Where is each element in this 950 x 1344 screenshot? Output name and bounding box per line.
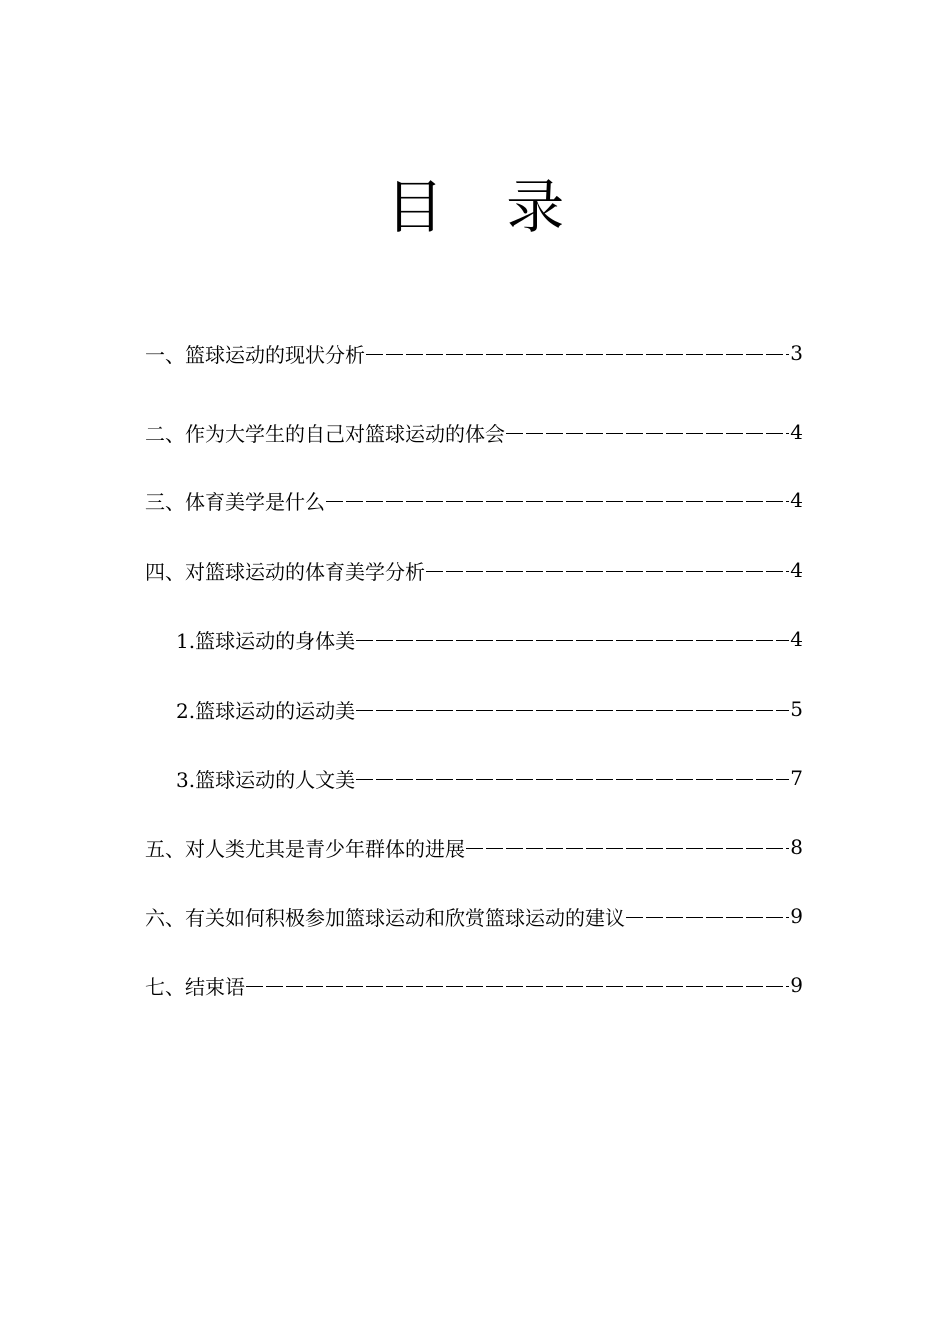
- toc-page-number: 5: [790, 697, 803, 721]
- toc-leader-line: [356, 710, 789, 711]
- toc-entry-text: 二、作为大学生的自己对篮球运动的体会: [145, 421, 505, 446]
- toc-entry-text: 四、对篮球运动的体育美学分析: [145, 559, 425, 584]
- toc-leader-line: [326, 501, 789, 502]
- toc-entry-text: 五、对人类尤其是青少年群体的进展: [145, 836, 465, 861]
- toc-entry-text: 三、体育美学是什么: [145, 489, 325, 514]
- toc-entry-2[interactable]: [145, 415, 803, 449]
- toc-entry-text: 2.篮球运动的运动美: [176, 698, 356, 723]
- toc-page-number: 8: [790, 835, 803, 859]
- toc-leader-line: [356, 640, 789, 641]
- toc-entry-7[interactable]: [145, 968, 803, 1002]
- toc-entry-1[interactable]: [145, 336, 803, 370]
- toc-entry-text: 七、结束语: [145, 974, 245, 999]
- toc-leader-line: [366, 354, 789, 355]
- toc-page-number: 3: [790, 341, 803, 365]
- toc-entry-text: 一、篮球运动的现状分析: [145, 342, 365, 367]
- toc-subentry-2[interactable]: [176, 692, 803, 726]
- page-title: 目 录: [385, 172, 587, 241]
- toc-subentry-3[interactable]: [176, 761, 803, 795]
- toc-leader-line: [426, 571, 789, 572]
- toc-leader-line: [356, 779, 789, 780]
- toc-subentry-1[interactable]: [176, 622, 803, 656]
- toc-entry-text: 3.篮球运动的人文美: [176, 767, 356, 792]
- toc-entry-4[interactable]: [145, 553, 803, 587]
- toc-page-number: 4: [790, 488, 803, 512]
- toc-entry-5[interactable]: [145, 830, 803, 864]
- toc-entry-text: 六、有关如何积极参加篮球运动和欣赏篮球运动的建议: [145, 905, 625, 930]
- toc-entry-6[interactable]: [145, 899, 803, 933]
- toc-page-number: 7: [790, 766, 803, 790]
- toc-page-number: 4: [790, 558, 803, 582]
- toc-entry-text: 1.篮球运动的身体美: [176, 628, 356, 653]
- toc-leader-line: [246, 986, 789, 987]
- toc-page-number: 4: [790, 627, 803, 651]
- toc-leader-line: [506, 433, 789, 434]
- toc-entry-3[interactable]: [145, 483, 803, 517]
- toc-page-number: 9: [790, 973, 803, 997]
- toc-page-number: 4: [790, 420, 803, 444]
- toc-leader-line: [466, 848, 789, 849]
- toc-page-number: 9: [790, 904, 803, 928]
- toc-leader-line: [626, 917, 789, 918]
